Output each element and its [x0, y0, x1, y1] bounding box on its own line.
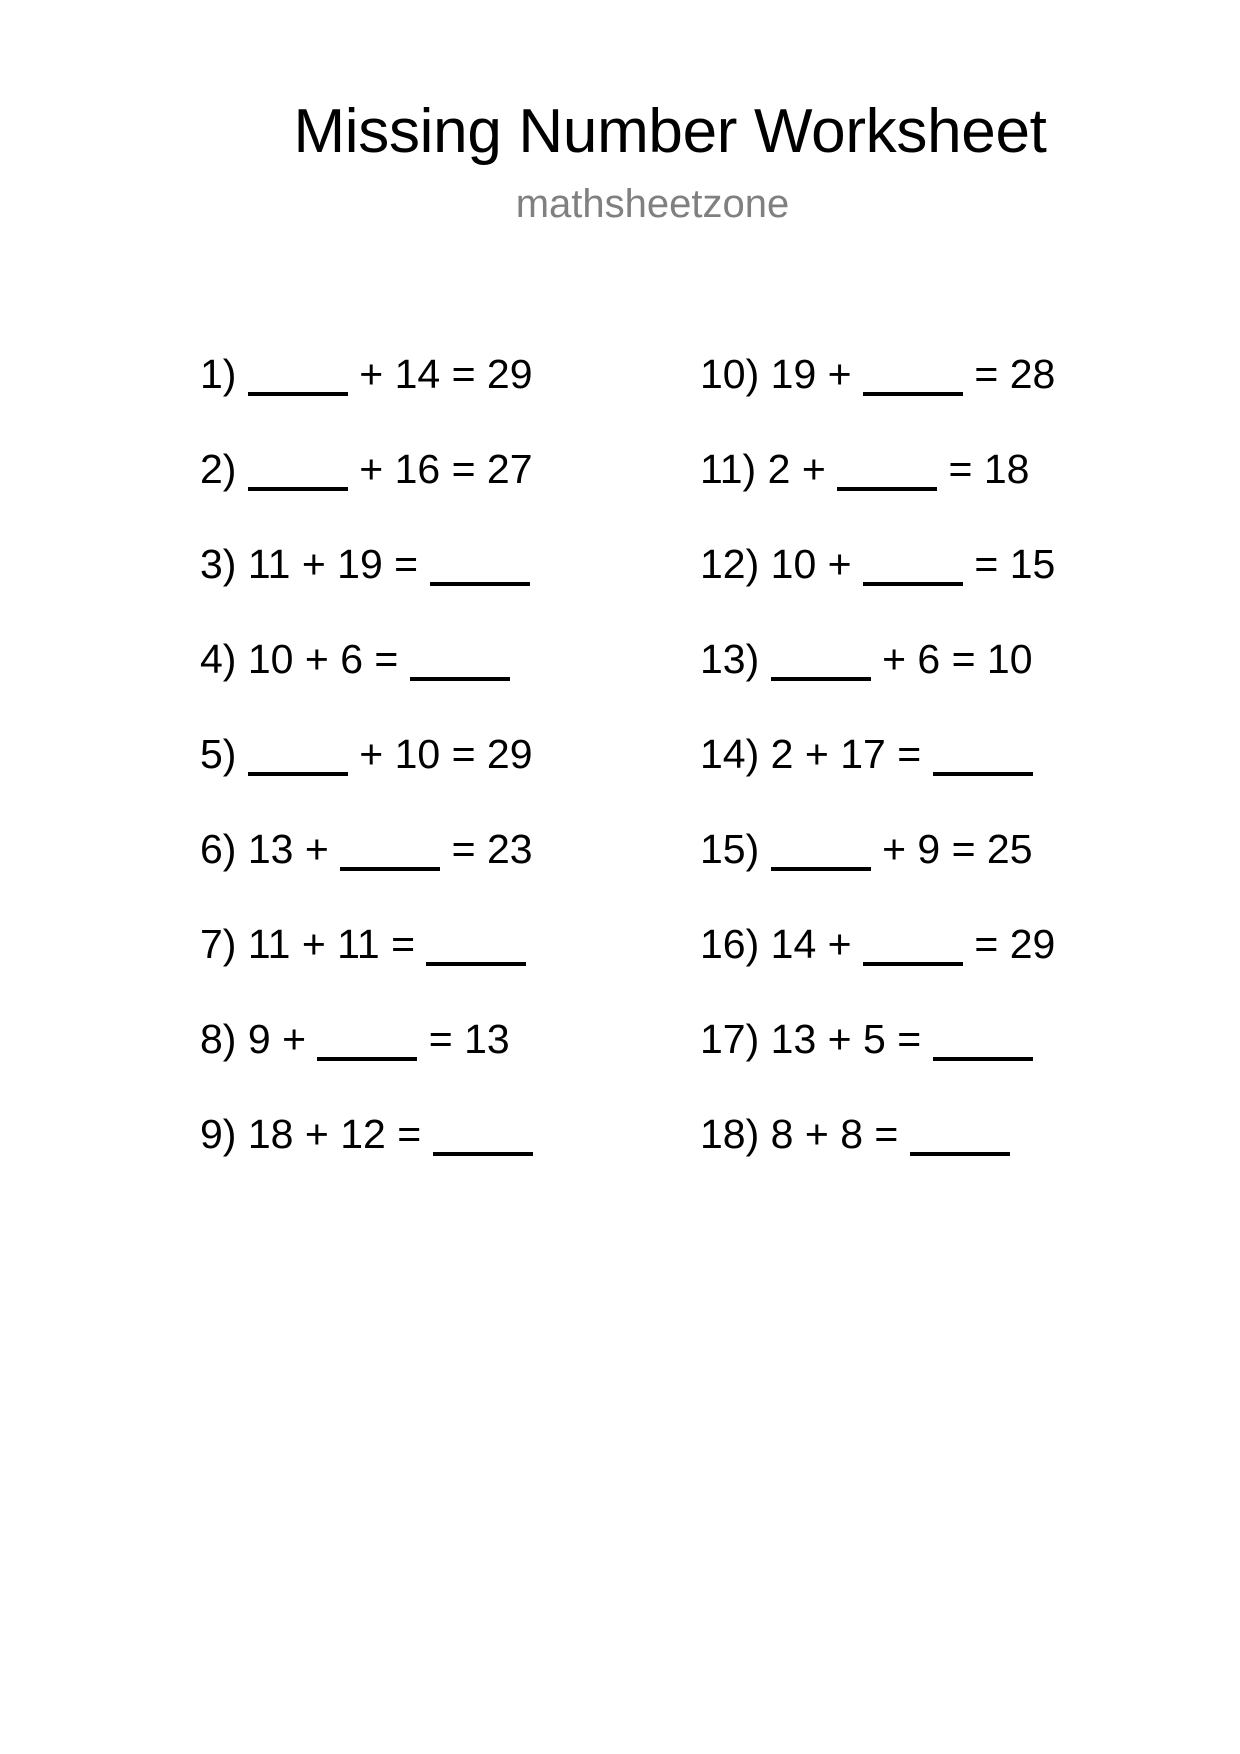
problem-2	[200, 441, 533, 536]
answer-blank[interactable]	[837, 487, 937, 491]
problem-part-after: + 10 = 29	[347, 731, 533, 777]
problem-number: 14)	[700, 731, 760, 777]
problem-part-after: = 15	[963, 541, 1056, 587]
worksheet-subtitle: mathsheetzone	[515, 182, 790, 226]
answer-blank[interactable]	[771, 677, 871, 681]
problem-part-before: 18 + 12 =	[247, 1111, 433, 1157]
problem-number: 7)	[200, 921, 237, 967]
problem-part-after: = 28	[963, 351, 1056, 397]
problem-4	[200, 631, 533, 726]
problem-number: 15)	[700, 826, 760, 872]
answer-blank[interactable]	[863, 392, 963, 396]
problem-part-before: 13 +	[247, 826, 341, 872]
problem-14	[700, 726, 1055, 821]
problem-part-after: = 23	[440, 826, 533, 872]
problem-number: 2)	[200, 446, 237, 492]
problem-part-after: + 9 = 25	[870, 826, 1033, 872]
problem-11	[700, 441, 1055, 536]
problem-number: 6)	[200, 826, 237, 872]
problem-part-after: + 6 = 10	[870, 636, 1033, 682]
answer-blank[interactable]	[433, 1152, 533, 1156]
problem-part-after: + 16 = 27	[347, 446, 533, 492]
answer-blank[interactable]	[248, 487, 348, 491]
problem-number: 5)	[200, 731, 237, 777]
problem-part-before: 8 + 8 =	[770, 1111, 910, 1157]
answer-blank[interactable]	[910, 1152, 1010, 1156]
problem-number: 16)	[700, 921, 760, 967]
answer-blank[interactable]	[771, 867, 871, 871]
answer-blank[interactable]	[248, 392, 348, 396]
answer-blank[interactable]	[430, 582, 530, 586]
problem-number: 13)	[700, 636, 760, 682]
answer-blank[interactable]	[410, 677, 510, 681]
problem-number: 10)	[700, 351, 760, 397]
answer-blank[interactable]	[933, 1057, 1033, 1061]
problem-5	[200, 726, 533, 821]
problem-part-before: 2 + 17 =	[770, 731, 933, 777]
problem-part-before: 2 +	[767, 446, 838, 492]
answer-blank[interactable]	[248, 772, 348, 776]
problems-column-right	[700, 346, 1055, 1201]
problem-number: 18)	[700, 1111, 760, 1157]
problem-part-after: = 18	[937, 446, 1030, 492]
worksheet-title: Missing Number Worksheet	[293, 97, 1047, 166]
problem-18	[700, 1106, 1055, 1201]
problem-8	[200, 1011, 533, 1106]
problem-part-before: 11 + 11 =	[247, 921, 427, 967]
problem-part-before: 19 +	[770, 351, 864, 397]
problem-13	[700, 631, 1055, 726]
answer-blank[interactable]	[863, 582, 963, 586]
problem-number: 4)	[200, 636, 237, 682]
problem-number: 9)	[200, 1111, 237, 1157]
problem-part-after: + 14 = 29	[347, 351, 533, 397]
problem-15	[700, 821, 1055, 916]
problem-number: 1)	[200, 351, 237, 397]
answer-blank[interactable]	[340, 867, 440, 871]
problem-number: 8)	[200, 1016, 237, 1062]
problem-17	[700, 1011, 1055, 1106]
problem-7	[200, 916, 533, 1011]
problem-number: 3)	[200, 541, 237, 587]
problem-part-after: = 13	[417, 1016, 510, 1062]
problem-9	[200, 1106, 533, 1201]
problems-column-left	[200, 346, 533, 1201]
problem-part-before: 10 + 6 =	[247, 636, 410, 682]
problem-10	[700, 346, 1055, 441]
problem-16	[700, 916, 1055, 1011]
problem-part-before: 13 + 5 =	[770, 1016, 933, 1062]
answer-blank[interactable]	[933, 772, 1033, 776]
problem-part-before: 11 + 19 =	[247, 541, 430, 587]
problem-part-before: 10 +	[770, 541, 864, 587]
problem-3	[200, 536, 533, 631]
problem-part-before: 9 +	[247, 1016, 318, 1062]
problem-number: 12)	[700, 541, 760, 587]
problem-12	[700, 536, 1055, 631]
problem-number: 11)	[700, 446, 757, 492]
answer-blank[interactable]	[426, 962, 526, 966]
problem-6	[200, 821, 533, 916]
problem-number: 17)	[700, 1016, 760, 1062]
answer-blank[interactable]	[317, 1057, 417, 1061]
problem-1	[200, 346, 533, 441]
problem-part-before: 14 +	[770, 921, 864, 967]
problem-part-after: = 29	[963, 921, 1056, 967]
answer-blank[interactable]	[863, 962, 963, 966]
